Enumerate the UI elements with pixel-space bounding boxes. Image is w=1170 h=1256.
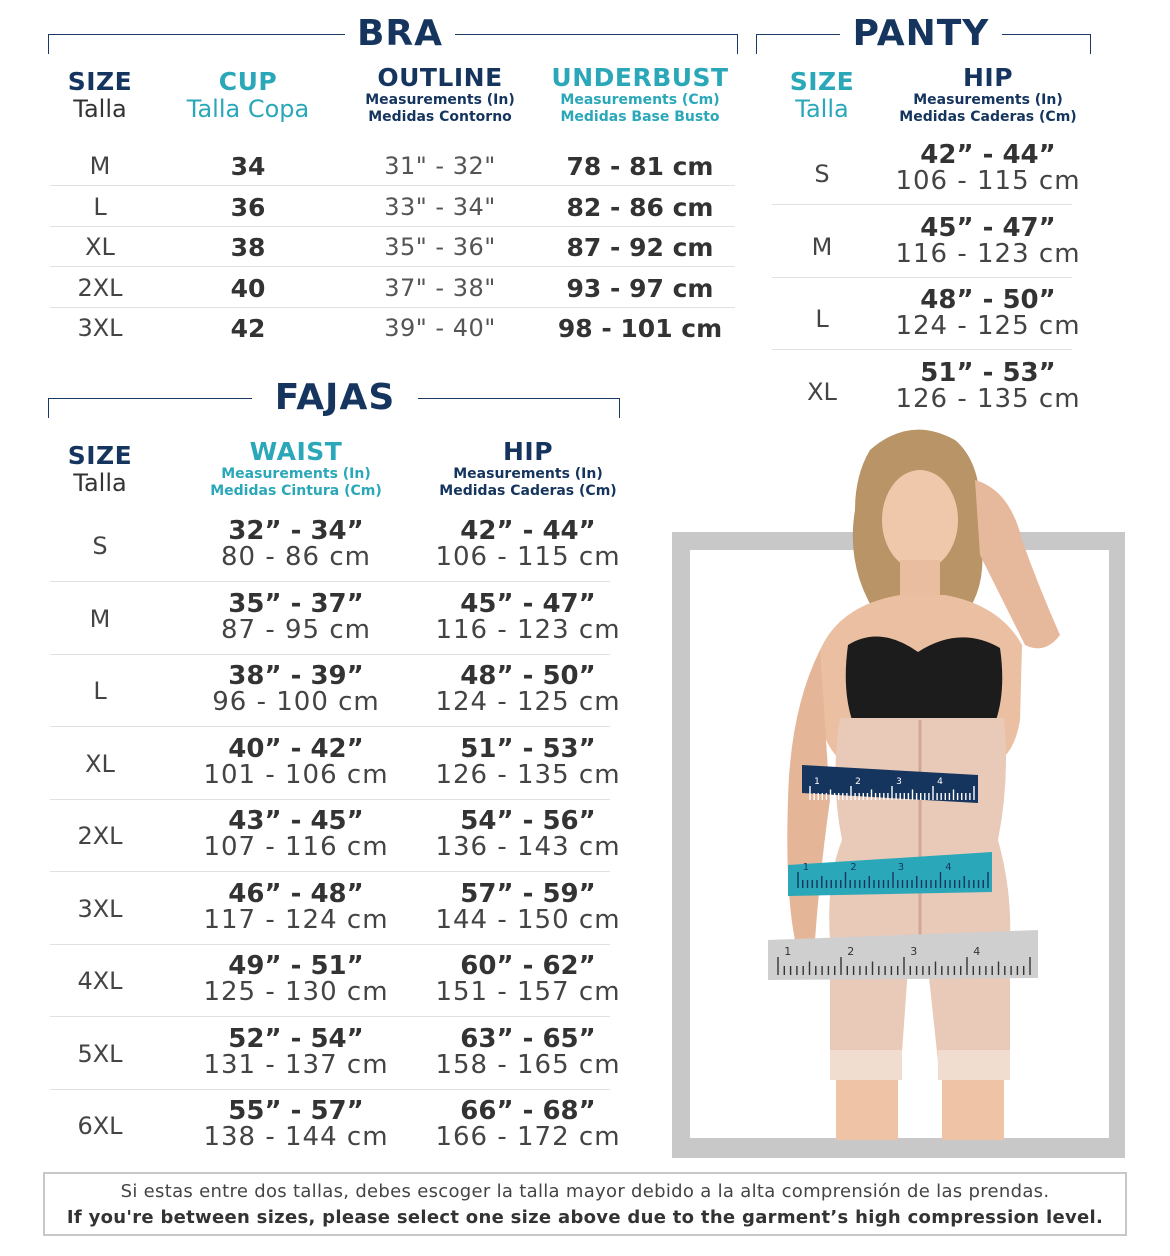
fajas-row-divider	[50, 944, 610, 945]
fajas-title: FAJAS	[252, 378, 418, 418]
tape-tick-label: 4	[973, 945, 981, 958]
bra-size: 2XL	[77, 273, 123, 302]
panty-title: PANTY	[840, 14, 1002, 54]
fajas-hip-values	[428, 1098, 628, 1150]
model-face	[882, 470, 958, 570]
bra-header-size	[50, 68, 150, 122]
fajas-waist-values	[196, 663, 396, 715]
fajas-waist-cm: 117 - 124 cm	[203, 904, 389, 935]
bra-header-outline-l2: Medidas Contorno	[368, 109, 512, 125]
fajas-waist-cm: 131 - 137 cm	[203, 1049, 389, 1080]
bra-outline: 37" - 38"	[384, 273, 496, 302]
fajas-waist-in: 55” - 57”	[228, 1096, 364, 1126]
fajas-hip-values	[428, 1023, 628, 1080]
tape-tick-label: 1	[802, 862, 810, 873]
fajas-hip-in: 54” - 56”	[460, 806, 596, 836]
fajas-row-divider	[50, 581, 610, 582]
model-lace-right	[938, 1050, 1010, 1080]
bra-cup: 42	[230, 314, 266, 343]
fajas-waist-values	[196, 1098, 396, 1150]
panty-hip-in: 42” - 44”	[920, 140, 1056, 170]
panty-size: M	[811, 232, 833, 261]
size-note-english: If you're between sizes, please select one size above due to the garment’s high compression level.	[66, 1207, 1104, 1228]
bra-header-underbust	[545, 64, 735, 126]
panty-header-size-sub: Talla	[795, 95, 849, 123]
fajas-hip-in: 57” - 59”	[460, 878, 596, 909]
fajas-hip-in: 45” - 47”	[460, 588, 596, 619]
model-right-leg	[942, 1080, 1004, 1140]
bra-outline: 39" - 40"	[384, 314, 496, 342]
fajas-waist-cm: 96 - 100 cm	[212, 687, 380, 717]
panty-row	[772, 211, 1081, 283]
fajas-header-size-label: SIZE	[67, 441, 133, 470]
bra-cup: 40	[230, 273, 266, 303]
bra-header-outline	[350, 64, 530, 126]
fajas-header-hip-label: HIP	[502, 437, 554, 466]
fajas-row-divider	[50, 726, 610, 727]
bra-header-underbust-l2: Medidas Base Busto	[560, 109, 720, 125]
fajas-hip-in: 66” - 68”	[460, 1096, 596, 1126]
panty-size: XL	[807, 377, 837, 406]
bra-underbust: 78 - 81 cm	[566, 152, 714, 181]
fajas-header-size-sub: Talla	[73, 469, 127, 497]
panty-size: S	[814, 160, 830, 188]
fajas-hip-in: 63” - 65”	[460, 1023, 596, 1054]
panty-hip-values	[890, 357, 1086, 414]
fajas-waist-values	[196, 1023, 396, 1080]
fajas-row	[50, 657, 621, 729]
fajas-waist-values	[196, 588, 396, 645]
bra-size: XL	[85, 233, 115, 261]
fajas-hip-values	[428, 878, 628, 935]
fajas-size: M	[89, 604, 111, 633]
fajas-waist-in: 35” - 37”	[228, 588, 364, 619]
fajas-hip-cm: 158 - 165 cm	[435, 1049, 621, 1080]
fajas-header-hip	[428, 438, 628, 500]
panty-header-hip-l1: Measurements (In)	[913, 92, 1063, 108]
panty-header-hip-l2: Medidas Caderas (Cm)	[899, 109, 1077, 125]
tape-tick-label: 2	[855, 777, 861, 787]
fajas-row-divider	[50, 799, 610, 800]
bra-outline: 33" - 34"	[384, 192, 496, 221]
fajas-header-hip-l1: Measurements (In)	[453, 466, 603, 482]
fajas-row	[50, 947, 621, 1019]
fajas-waist-values	[196, 808, 396, 860]
fajas-hip-in: 48” - 50”	[460, 661, 596, 691]
fajas-waist-cm: 80 - 86 cm	[221, 542, 371, 572]
tape-tick-label: 4	[945, 862, 952, 873]
panty-row-divider	[772, 349, 1072, 350]
panty-row	[772, 138, 1081, 210]
fajas-waist-in: 49” - 51”	[228, 951, 364, 981]
tape-tick-label: 2	[850, 862, 857, 873]
model-left-leg	[836, 1080, 898, 1140]
panty-row	[772, 356, 1081, 428]
bra-header-size-sub: Talla	[73, 95, 127, 123]
fajas-waist-cm: 138 - 144 cm	[203, 1122, 389, 1152]
panty-size: L	[815, 305, 829, 333]
fajas-hip-cm: 144 - 150 cm	[435, 904, 621, 935]
bra-frame-left-tick	[48, 34, 49, 54]
bra-cup: 36	[230, 192, 266, 222]
panty-hip-cm: 126 - 135 cm	[895, 383, 1081, 414]
bra-header-cup-label: CUP	[218, 67, 278, 96]
tape-tick-label: 3	[897, 862, 905, 873]
fajas-header-waist-l1: Measurements (In)	[221, 466, 371, 482]
panty-hip-cm: 116 - 123 cm	[895, 238, 1081, 269]
bra-row	[50, 227, 735, 267]
fajas-hip-values	[428, 953, 628, 1005]
panty-row-divider	[772, 204, 1072, 205]
model-illustration	[760, 420, 1130, 1140]
bra-header-underbust-label: UNDERBUST	[551, 63, 729, 92]
fajas-header-size	[50, 442, 150, 496]
panty-hip-cm: 106 - 115 cm	[895, 166, 1081, 196]
tape-tick-label: 1	[784, 945, 792, 958]
bra-underbust: 93 - 97 cm	[566, 273, 714, 303]
panty-hip-in: 48” - 50”	[920, 285, 1056, 315]
panty-header-hip	[890, 64, 1086, 126]
panty-row-divider	[772, 277, 1072, 278]
fajas-row	[50, 1092, 621, 1164]
panty-header-size	[772, 68, 872, 122]
fajas-hip-cm: 116 - 123 cm	[435, 614, 621, 645]
fajas-waist-cm: 125 - 130 cm	[203, 977, 389, 1007]
fajas-row	[50, 875, 621, 947]
panty-frame-left-tick	[756, 34, 757, 54]
fajas-hip-values	[428, 663, 628, 715]
fajas-hip-cm: 136 - 143 cm	[435, 832, 621, 862]
fajas-waist-cm: 101 - 106 cm	[203, 759, 389, 790]
fajas-waist-in: 43” - 45”	[228, 806, 364, 836]
fajas-size: 3XL	[77, 894, 123, 923]
bra-header-cup	[168, 68, 328, 122]
bra-row	[50, 187, 735, 227]
fajas-hip-values	[428, 733, 628, 790]
fajas-hip-cm: 106 - 115 cm	[435, 542, 621, 572]
tape-tick-label: 3	[896, 777, 902, 787]
fajas-size: 5XL	[77, 1039, 123, 1068]
panty-hip-in: 45” - 47”	[920, 212, 1056, 243]
bra-underbust: 87 - 92 cm	[566, 233, 714, 262]
panty-hip-values	[890, 142, 1086, 194]
fajas-frame-left-tick	[48, 398, 49, 418]
bra-header-outline-l1: Measurements (In)	[365, 92, 515, 108]
fajas-waist-values	[196, 733, 396, 790]
fajas-waist-cm: 107 - 116 cm	[203, 832, 389, 862]
fajas-row-divider	[50, 1016, 610, 1017]
bra-row	[50, 268, 735, 308]
fajas-hip-in: 51” - 53”	[460, 733, 596, 764]
fajas-waist-cm: 87 - 95 cm	[221, 614, 371, 645]
fajas-header-waist	[196, 438, 396, 500]
size-note-box	[43, 1172, 1127, 1236]
fajas-size: XL	[85, 749, 115, 778]
panty-hip-cm: 124 - 125 cm	[895, 311, 1081, 341]
fajas-header-waist-label: WAIST	[249, 437, 343, 466]
bra-underbust: 98 - 101 cm	[557, 314, 723, 343]
bra-underbust: 82 - 86 cm	[566, 192, 714, 222]
bra-title: BRA	[345, 14, 455, 54]
fajas-size: S	[92, 532, 108, 560]
fajas-row-divider	[50, 1089, 610, 1090]
fajas-waist-in: 38” - 39”	[228, 661, 364, 691]
fajas-row	[50, 585, 621, 657]
tape-tick-label: 2	[847, 945, 855, 958]
panty-header-hip-label: HIP	[962, 63, 1014, 92]
fajas-row	[50, 512, 621, 584]
tape-tick-label: 1	[814, 777, 820, 787]
fajas-waist-in: 40” - 42”	[228, 733, 364, 764]
panty-hip-values	[890, 287, 1086, 339]
bra-size: M	[89, 152, 111, 180]
panty-hip-in: 51” - 53”	[920, 357, 1056, 388]
bra-size: 3XL	[77, 314, 123, 342]
bra-size: L	[93, 192, 107, 221]
fajas-row	[50, 802, 621, 874]
bra-outline: 35" - 36"	[384, 233, 496, 261]
tape-tick-label: 4	[937, 777, 943, 787]
fajas-hip-cm: 126 - 135 cm	[435, 759, 621, 790]
bra-cup: 34	[230, 152, 266, 181]
fajas-size: 2XL	[77, 822, 123, 850]
model-bra	[846, 636, 1003, 720]
fajas-frame-right-tick	[619, 398, 620, 418]
model-neck	[900, 560, 940, 600]
fajas-hip-cm: 124 - 125 cm	[435, 687, 621, 717]
fajas-waist-values	[196, 518, 396, 570]
fajas-waist-values	[196, 878, 396, 935]
fajas-row-divider	[50, 871, 610, 872]
model-lace-left	[830, 1050, 902, 1080]
bra-outline: 31" - 32"	[384, 152, 496, 180]
fajas-hip-in: 42” - 44”	[460, 516, 596, 546]
fajas-hip-values	[428, 518, 628, 570]
fajas-hip-values	[428, 808, 628, 860]
fajas-size: 6XL	[77, 1112, 123, 1140]
fajas-row	[50, 1020, 621, 1092]
fajas-hip-cm: 151 - 157 cm	[435, 977, 621, 1007]
fajas-row-divider	[50, 654, 610, 655]
fajas-size: 4XL	[77, 967, 123, 995]
tape-tick-label: 3	[910, 945, 918, 958]
fajas-header-waist-l2: Medidas Cintura (Cm)	[210, 483, 382, 499]
fajas-hip-in: 60” - 62”	[460, 951, 596, 981]
panty-row	[772, 283, 1081, 355]
panty-frame-right-tick	[1090, 34, 1091, 54]
fajas-row	[50, 730, 621, 802]
fajas-header-hip-l2: Medidas Caderas (Cm)	[439, 483, 617, 499]
bra-header-outline-label: OUTLINE	[377, 63, 503, 92]
fajas-hip-values	[428, 588, 628, 645]
fajas-size: L	[93, 677, 107, 705]
size-note-spanish: Si estas entre dos tallas, debes escoger la talla mayor debido a la alta comprensión de las prendas.	[120, 1181, 1050, 1202]
bra-header-size-label: SIZE	[67, 67, 133, 96]
bra-frame-right-tick	[737, 34, 738, 54]
fajas-hip-cm: 166 - 172 cm	[435, 1122, 621, 1152]
bra-header-underbust-l1: Measurements (Cm)	[560, 92, 720, 108]
bra-row	[50, 146, 735, 186]
fajas-waist-in: 32” - 34”	[228, 516, 364, 546]
fajas-waist-values	[196, 953, 396, 1005]
panty-hip-values	[890, 212, 1086, 269]
panty-header-size-label: SIZE	[789, 67, 855, 96]
bra-row	[50, 308, 735, 348]
fajas-waist-in: 52” - 54”	[228, 1023, 364, 1054]
fajas-waist-in: 46” - 48”	[228, 878, 364, 909]
bra-header-cup-sub: Talla Copa	[186, 95, 310, 123]
bra-cup: 38	[230, 233, 266, 262]
